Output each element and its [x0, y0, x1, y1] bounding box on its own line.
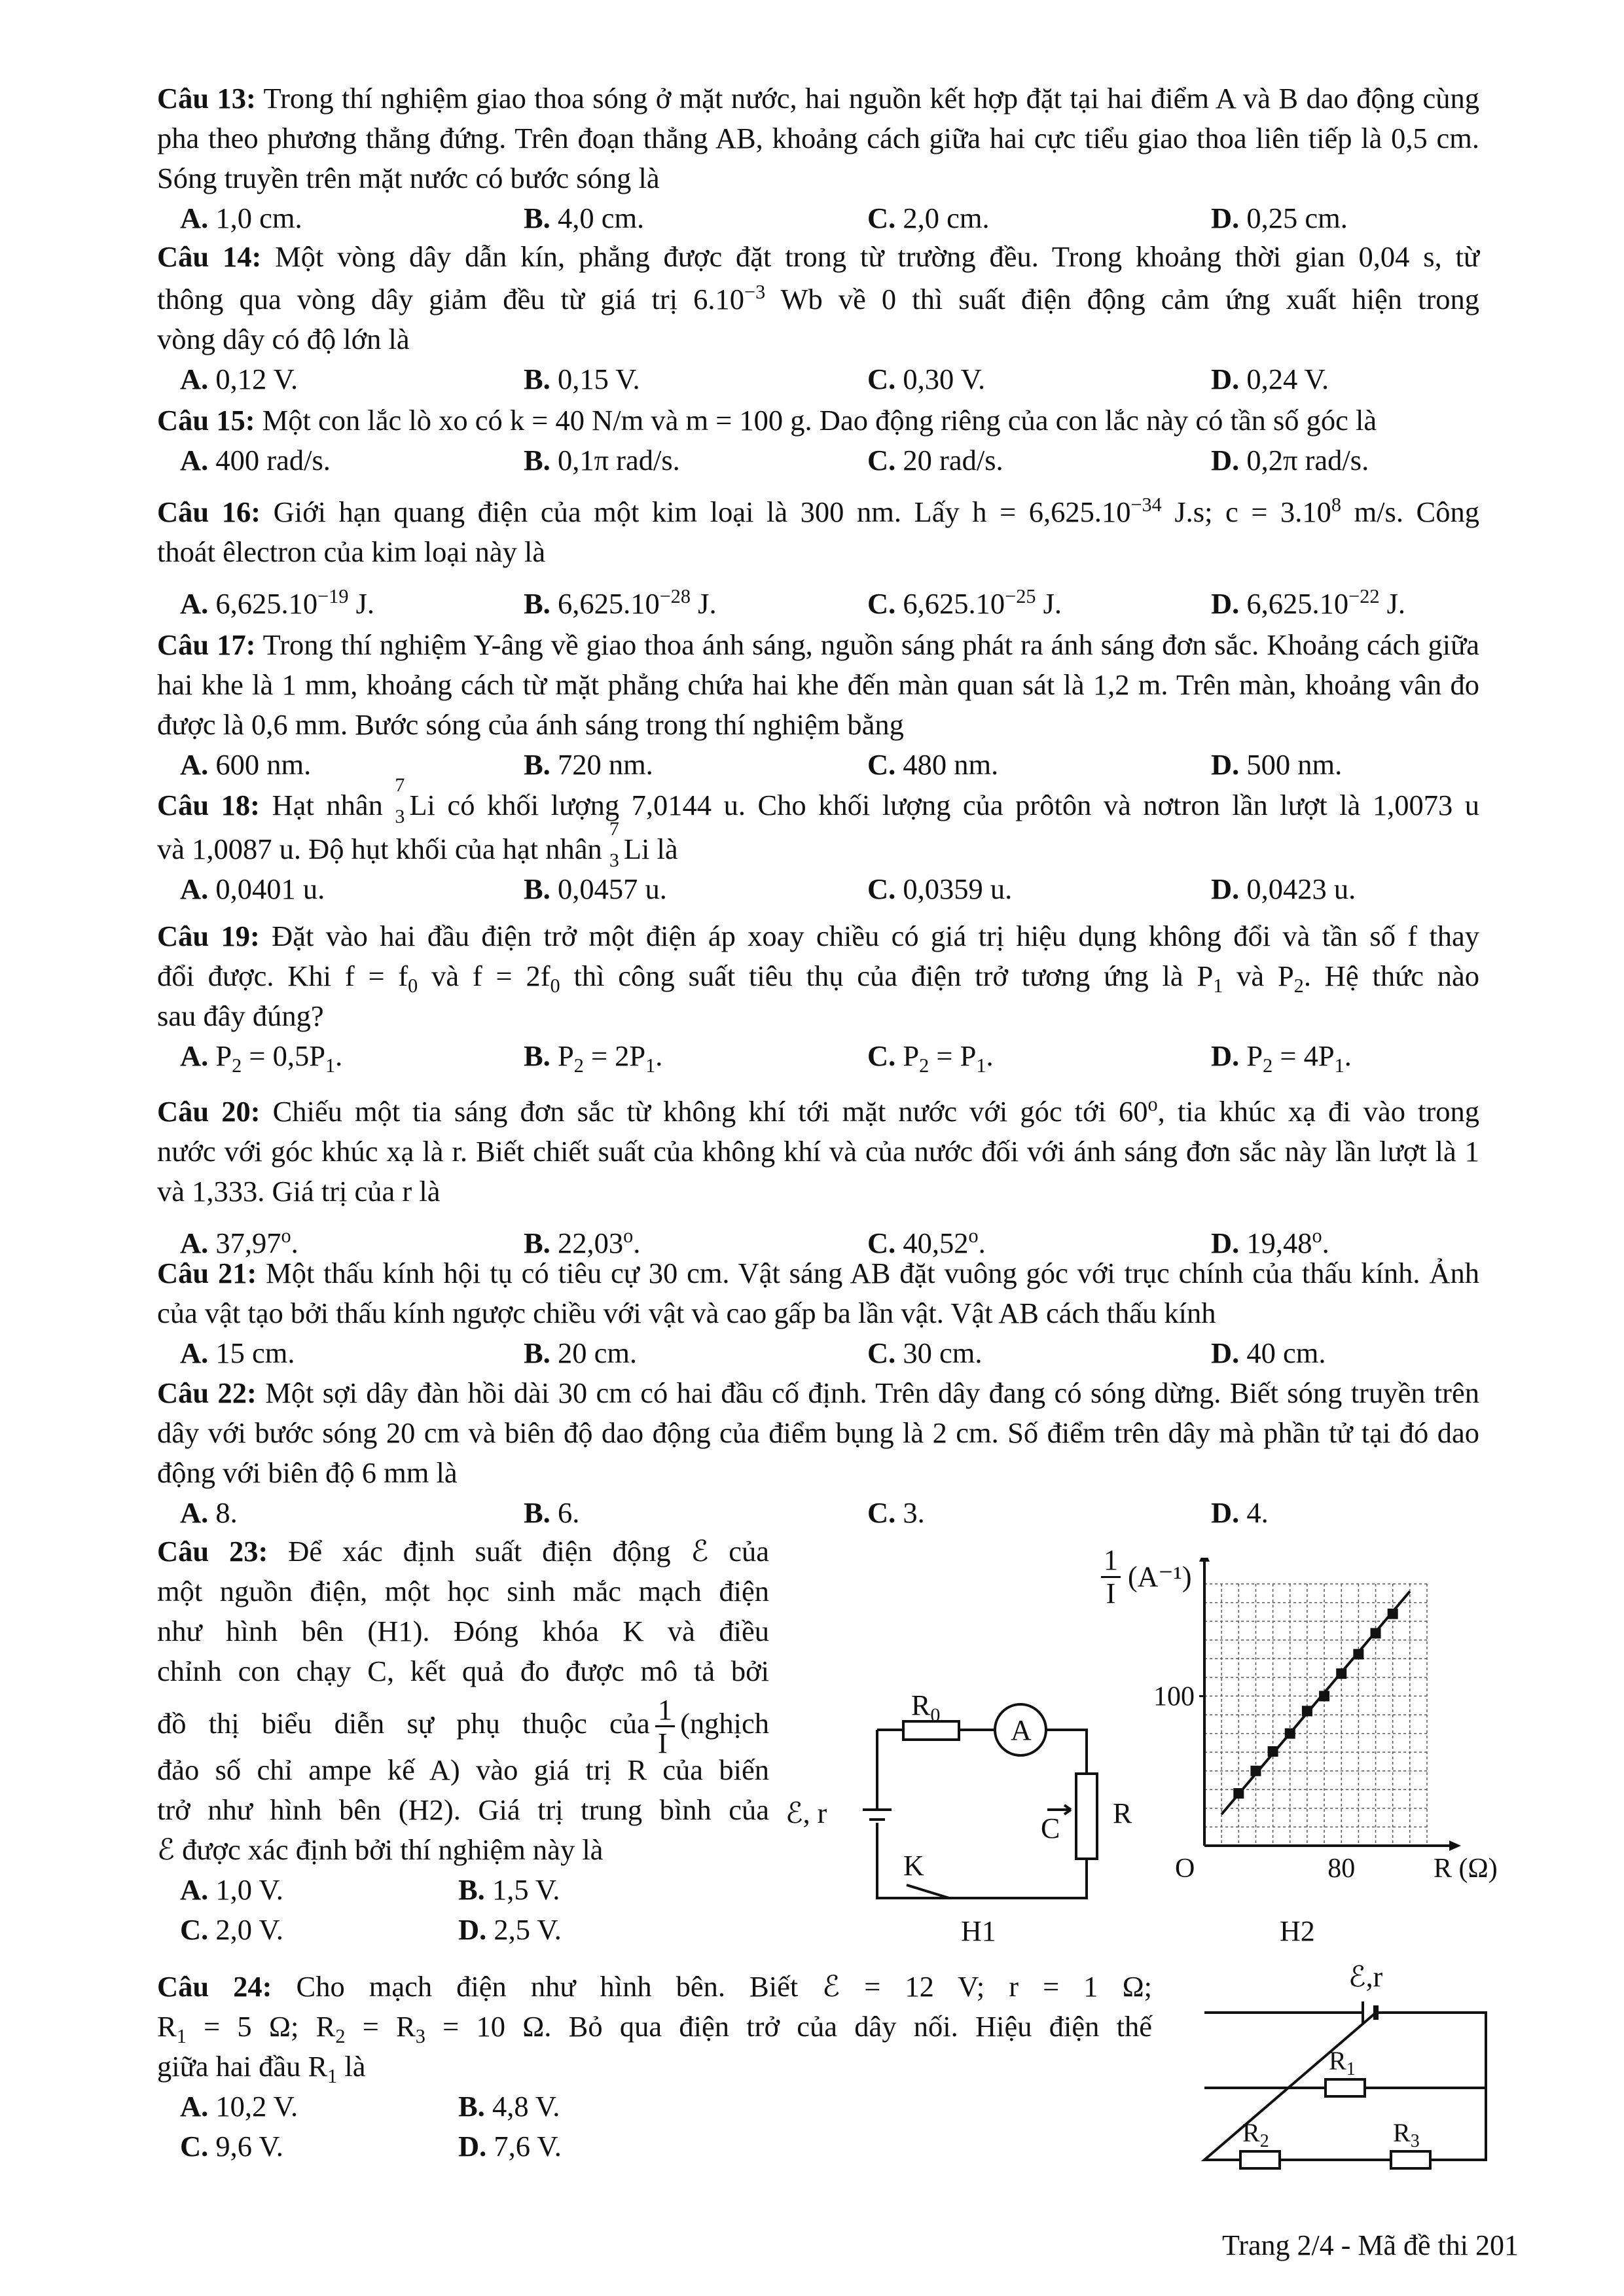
- question-15-stem: Câu 15: Một con lắc lò xo có k = 40 N/m và m = 100 g. Dao động riêng của con lắc này có tần số góc là: [157, 404, 1377, 437]
- x-axis-arrow: [1449, 1840, 1461, 1851]
- resistor-r3: [1391, 2151, 1430, 2168]
- option-c: C. 3.: [867, 1496, 925, 1529]
- question-number: Câu 23:: [157, 1535, 268, 1568]
- question-number: Câu 18:: [157, 789, 260, 821]
- question-18: Câu 18: Hạt nhân 7 3 Li có khối lượng 7,0144 u. Cho khối lượng của prôtôn và nơtron lần lượt là 1,0073 u và 1,0087 u. Độ hụt khối của hạt nhân 7 3 Li là A. 0,0401 u. B. 0,0457 u. C. 0,0359 u. D. 0,0423 u.: [157, 785, 1479, 909]
- option-d: D. 0,0423 u.: [1211, 872, 1356, 905]
- options-row: [157, 2087, 1152, 2126]
- options-row: [157, 1036, 1479, 1076]
- option-c: C. $6,625.10^{-25}$ J.: [867, 585, 1062, 620]
- rheostat-label: R: [1113, 1797, 1132, 1829]
- option-b: B. 0,15 V.: [524, 363, 640, 395]
- data-point: [1388, 1609, 1398, 1619]
- data-point: [1233, 1788, 1244, 1799]
- option-d: D. 4.: [1211, 1496, 1269, 1529]
- options-row: [157, 745, 1479, 785]
- data-point: [1302, 1706, 1312, 1716]
- circuit-diagram-h1: [785, 1689, 1152, 1937]
- question-16-stem: Câu 16: Giới hạn quang điện của một kim loại là 300 nm. Lấy $h = 6,625.10^{-34}$ J.s; $c = 3.10^8$ m/s. Công: [157, 493, 1479, 528]
- data-point: [1336, 1668, 1346, 1679]
- option-b: B. $P_2 = 2P_1$.: [524, 1039, 663, 1077]
- options-row: [157, 584, 1479, 624]
- options-row: [157, 869, 1479, 909]
- resistor-r2: [1240, 2151, 1280, 2168]
- option-d: D. 40 cm.: [1211, 1336, 1326, 1369]
- option-a: A. 1,0 V.: [180, 1873, 283, 1906]
- y-axis-arrow: [1199, 1558, 1210, 1562]
- option-d: D. $6,625.10^{-22}$ J.: [1211, 585, 1406, 620]
- question-20-stem: Câu 20: Chiếu một tia sáng đơn sắc từ không khí tới mặt nước với góc tới 60$^o$, tia khúc xạ đi vào trong: [157, 1093, 1479, 1128]
- page-footer: Trang 2/4 - Mã đề thi 201: [1221, 2229, 1519, 2261]
- option-c: C. 0,0359 u.: [867, 872, 1013, 905]
- option-d: D. $P_2 = 4P_1$.: [1211, 1039, 1352, 1077]
- switch-k: [907, 1885, 949, 1898]
- y-tick-label: 100: [1153, 1681, 1195, 1712]
- options-row: [157, 1493, 1479, 1533]
- r2-label: $R_2$: [1242, 2118, 1269, 2151]
- x-axis-label: R (Ω): [1434, 1854, 1498, 1884]
- option-a: A. $6,625.10^{-19}$ J.: [180, 585, 375, 620]
- question-17: [157, 625, 1479, 785]
- question-number: Câu 15:: [157, 404, 255, 437]
- r0-label: $R_0$: [911, 1689, 941, 1726]
- option-d: D. 19,48$^o$.: [1211, 1225, 1329, 1259]
- question-number: Câu 19:: [157, 920, 260, 952]
- question-24-stem: Câu 24: Cho mạch điện như hình bên. Biết ℰ = 12 V; r = 1 Ω;: [157, 1970, 1153, 2003]
- option-b: B. $6,625.10^{-28}$ J.: [524, 585, 717, 620]
- question-13: [157, 79, 1479, 238]
- option-c: C. 30 cm.: [867, 1336, 983, 1369]
- question-22-stem: Câu 22: Một sợi dây đàn hồi dài 30 cm có hai đầu cố định. Trên dây đang có sóng dừng. Biết sóng truyền trên dây với bước sóng 20 cm và biên độ dao động của điểm bụng là 2 cm. Số điểm trên dây mà phần tử tại đó dao động với biên độ 6 mm là: [157, 1376, 1480, 1489]
- data-point: [1250, 1766, 1261, 1776]
- option-d: D. 7,6 V.: [458, 2130, 562, 2162]
- question-13-stem: Câu 13: Trong thí nghiệm giao thoa sóng ở mặt nước, hai nguồn kết hợp đặt tại hai điểm A và B dao động cùng pha theo phương thẳng đứng. Trên đoạn thẳng AB, khoảng cách giữa hai cực tiểu giao thoa liên tiếp là 0,5 cm. Sóng truyền trên mặt nước có bước sóng là: [157, 82, 1479, 194]
- option-b: B. 20 cm.: [524, 1336, 638, 1369]
- option-d: D. 0,25 cm.: [1211, 202, 1348, 234]
- option-b: B. 0,1π rad/s.: [524, 444, 680, 476]
- option-a: A. $P_2 = 0,5P_1$.: [180, 1039, 343, 1077]
- question-14: Câu 14: Một vòng dây dẫn kín, phẳng được đặt trong từ trường đều. Trong khoảng thời gian 0,04 s, từ thông qua vòng dây giảm đều từ giá trị $6.10^{-3}$ Wb về 0 thì suất điện động cảm ứng xuất hiện trong vòng dây có độ lớn là A. 0,12 V. B. 0,15 V. C. 0,30 V. D. 0,24 V.: [157, 237, 1479, 399]
- options-row: [157, 359, 1479, 399]
- question-number: Câu 14:: [157, 240, 262, 273]
- switch-label: K: [903, 1850, 924, 1882]
- option-c: C. 2,0 V.: [180, 1913, 283, 1946]
- option-c: C. 0,30 V.: [867, 363, 986, 395]
- question-number: Câu 17:: [157, 628, 256, 661]
- question-number: Câu 24:: [157, 1970, 272, 2003]
- data-point: [1371, 1628, 1381, 1638]
- x-tick-label: 80: [1327, 1854, 1356, 1884]
- options-row: [157, 2126, 1152, 2166]
- graph-y-axis-label: $\frac{1}{I}$ (A⁻¹): [1101, 1545, 1192, 1609]
- option-b: B. 22,03$^o$.: [524, 1225, 641, 1259]
- options-row: [157, 1333, 1479, 1373]
- options-row: [157, 1870, 769, 1910]
- option-b: B. 4,0 cm.: [524, 202, 645, 234]
- option-a: A. 10,2 V.: [180, 2090, 298, 2123]
- option-c: C. 480 nm.: [867, 748, 999, 781]
- question-number: Câu 21:: [157, 1257, 257, 1289]
- data-point: [1285, 1729, 1295, 1739]
- circuit-diagram-q24: [1191, 1957, 1499, 2179]
- source-label: ℰ,r: [1348, 1961, 1383, 1993]
- options-row: [157, 1910, 769, 1950]
- question-17-stem: Câu 17: Trong thí nghiệm Y-âng về giao thoa ánh sáng, nguồn sáng phát ra ánh sáng đơn sắc. Khoảng cách giữa hai khe là 1 mm, khoảng cách từ mặt phẳng chứa hai khe đến màn quan sát là 1,2 m. Trên màn, khoảng vân đo được là 0,6 mm. Bước sóng của ánh sáng trong thí nghiệm bằng: [157, 628, 1479, 741]
- question-21: [157, 1253, 1479, 1373]
- question-22: [157, 1373, 1479, 1533]
- option-a: A. 37,97$^o$.: [180, 1225, 298, 1259]
- question-19: Câu 19: Đặt vào hai đầu điện trở một điện áp xoay chiều có giá trị hiệu dụng không đổi và tần số f thay đổi được. Khi $f = f_0$ và $f = 2f_0$ thì công suất tiêu thụ của điện trở tương ứng là $P_1$ và $P_2$. Hệ thức nào sau đây đúng? A. $P_2 = 0,5P_1$. B. $P_2 = 2P_1$. C. $P_2 = P_1$. D. $P_2 = 4P_1$.: [157, 916, 1479, 1076]
- option-c: C. 2,0 cm.: [867, 202, 990, 234]
- question-23-stem: Câu 23: Để xác định suất điện động ℰ của: [157, 1535, 770, 1568]
- option-a: A. 600 nm.: [180, 748, 312, 781]
- rheostat: [1076, 1774, 1097, 1859]
- question-number: Câu 20:: [157, 1095, 261, 1128]
- question-number: Câu 13:: [157, 82, 256, 115]
- question-19-stem: Câu 19: Đặt vào hai đầu điện trở một điện áp xoay chiều có giá trị hiệu dụng không đổi và tần số f thay: [157, 920, 1479, 952]
- option-d: D. 0,2π rad/s.: [1211, 444, 1369, 476]
- option-c: C. 9,6 V.: [180, 2130, 283, 2162]
- question-18-stem: Câu 18: Hạt nhân 7 3 Li có khối lượng 7,0144 u. Cho khối lượng của prôtôn và nơtron lần lượt là 1,0073 u: [157, 774, 1479, 827]
- ammeter-label: A: [1011, 1714, 1032, 1746]
- h2-caption: H2: [1280, 1915, 1315, 1947]
- question-15: [157, 401, 1479, 480]
- inverse-current-fraction: $\frac{1}{I}$: [655, 1694, 675, 1759]
- question-20: Câu 20: Chiếu một tia sáng đơn sắc từ không khí tới mặt nước với góc tới 60$^o$, tia khúc xạ đi vào trong nước với góc khúc xạ là r. Biết chiết suất của không khí và của nước đối với ánh sáng đơn sắc này lần lượt là 1 và 1,333. Giá trị của r là A. 37,97$^o$. B. 22,03$^o$. C. 40,52$^o$. D. 19,48$^o$.: [157, 1092, 1479, 1263]
- question-24: Câu 24: Cho mạch điện như hình bên. Biết ℰ = 12 V; r = 1 Ω; $R_1 = 5$ Ω; $R_2 = R_3 = 10$ Ω. Bỏ qua điện trở của dây nối. Hiệu điện thế giữa hai đầu $R_1$ là A. 10,2 V. B. 4,8 V. C. 9,6 V. D. 7,6 V.: [157, 1967, 1152, 2166]
- source-label: ℰ, r: [785, 1797, 827, 1829]
- r3-label: $R_3$: [1393, 2118, 1420, 2151]
- question-16: Câu 16: Giới hạn quang điện của một kim loại là 300 nm. Lấy $h = 6,625.10^{-34}$ J.s; $c = 3.10^8$ m/s. Công thoát êlectron của kim loại này là A. $6,625.10^{-19}$ J. B. $6,625.10^{-28}$ J. C. $6,625.10^{-25}$ J. D. $6,625.10^{-22}$ J.: [157, 492, 1479, 624]
- option-b: B. 720 nm.: [524, 748, 653, 781]
- option-d: D. 2,5 V.: [458, 1913, 562, 1946]
- question-number: Câu 22:: [157, 1376, 257, 1409]
- option-d: D. 0,24 V.: [1211, 363, 1329, 395]
- resistor-r1: [1326, 2079, 1365, 2096]
- option-a: A. 0,0401 u.: [180, 872, 325, 905]
- option-c: C. 40,52$^o$.: [867, 1225, 986, 1259]
- option-b: B. 0,0457 u.: [524, 872, 667, 905]
- option-a: A. 1,0 cm.: [180, 202, 302, 234]
- r1-label: $R_1$: [1329, 2046, 1356, 2079]
- question-number: Câu 16:: [157, 495, 261, 528]
- lithium-nuclide: 7 3: [609, 817, 619, 871]
- option-a: A. 15 cm.: [180, 1336, 295, 1369]
- data-point: [1353, 1649, 1363, 1659]
- option-c: C. 20 rad/s.: [867, 444, 1003, 476]
- option-b: B. 4,8 V.: [458, 2090, 560, 2123]
- option-a: A. 0,12 V.: [180, 363, 298, 395]
- fit-line: [1221, 1591, 1410, 1814]
- slider-label: C: [1041, 1812, 1060, 1844]
- question-21-stem: Câu 21: Một thấu kính hội tụ có tiêu cự 30 cm. Vật sáng AB đặt vuông góc với trục chính của thấu kính. Ảnh của vật tạo bởi thấu kính ngược chiều với vật và cao gấp ba lần vật. Vật AB cách thấu kính: [157, 1257, 1479, 1329]
- origin-label: O: [1175, 1854, 1195, 1884]
- option-a: A. 8.: [180, 1496, 238, 1529]
- question-23: Câu 23: Để xác định suất điện động ℰ của một nguồn điện, một học sinh mắc mạch điện như hình bên (H1). Đóng khóa K và điều chỉnh con chạy C, kết quả đo được mô tả bởi đồ thị biểu diễn sự phụ thuộc của $\frac{1}{I}$ (nghịch đảo số chỉ ampe kế A) vào giá trị R của biến trở như hình bên (H2). Giá trị trung bình của ℰ được xác định bởi thí nghiệm này là A. 1,0 V. B. 1,5 V. C. 2,0 V. D. 2,5 V.: [157, 1532, 769, 1950]
- data-point: [1268, 1746, 1278, 1757]
- option-b: B. 1,5 V.: [458, 1873, 560, 1906]
- option-d: D. 500 nm.: [1211, 748, 1343, 781]
- question-14-stem: Câu 14: Một vòng dây dẫn kín, phẳng được đặt trong từ trường đều. Trong khoảng thời gian 0,04 s, từ: [157, 240, 1480, 273]
- data-point: [1319, 1691, 1329, 1701]
- lithium-nuclide: 7 3: [395, 774, 405, 827]
- h1-caption: H1: [961, 1915, 996, 1947]
- graph-h2: [1139, 1558, 1532, 1911]
- option-b: B. 6.: [524, 1496, 580, 1529]
- option-a: A. 400 rad/s.: [180, 444, 331, 476]
- options-row: [157, 440, 1479, 480]
- option-c: C. $P_2 = P_1$.: [867, 1039, 994, 1077]
- options-row: [157, 198, 1479, 238]
